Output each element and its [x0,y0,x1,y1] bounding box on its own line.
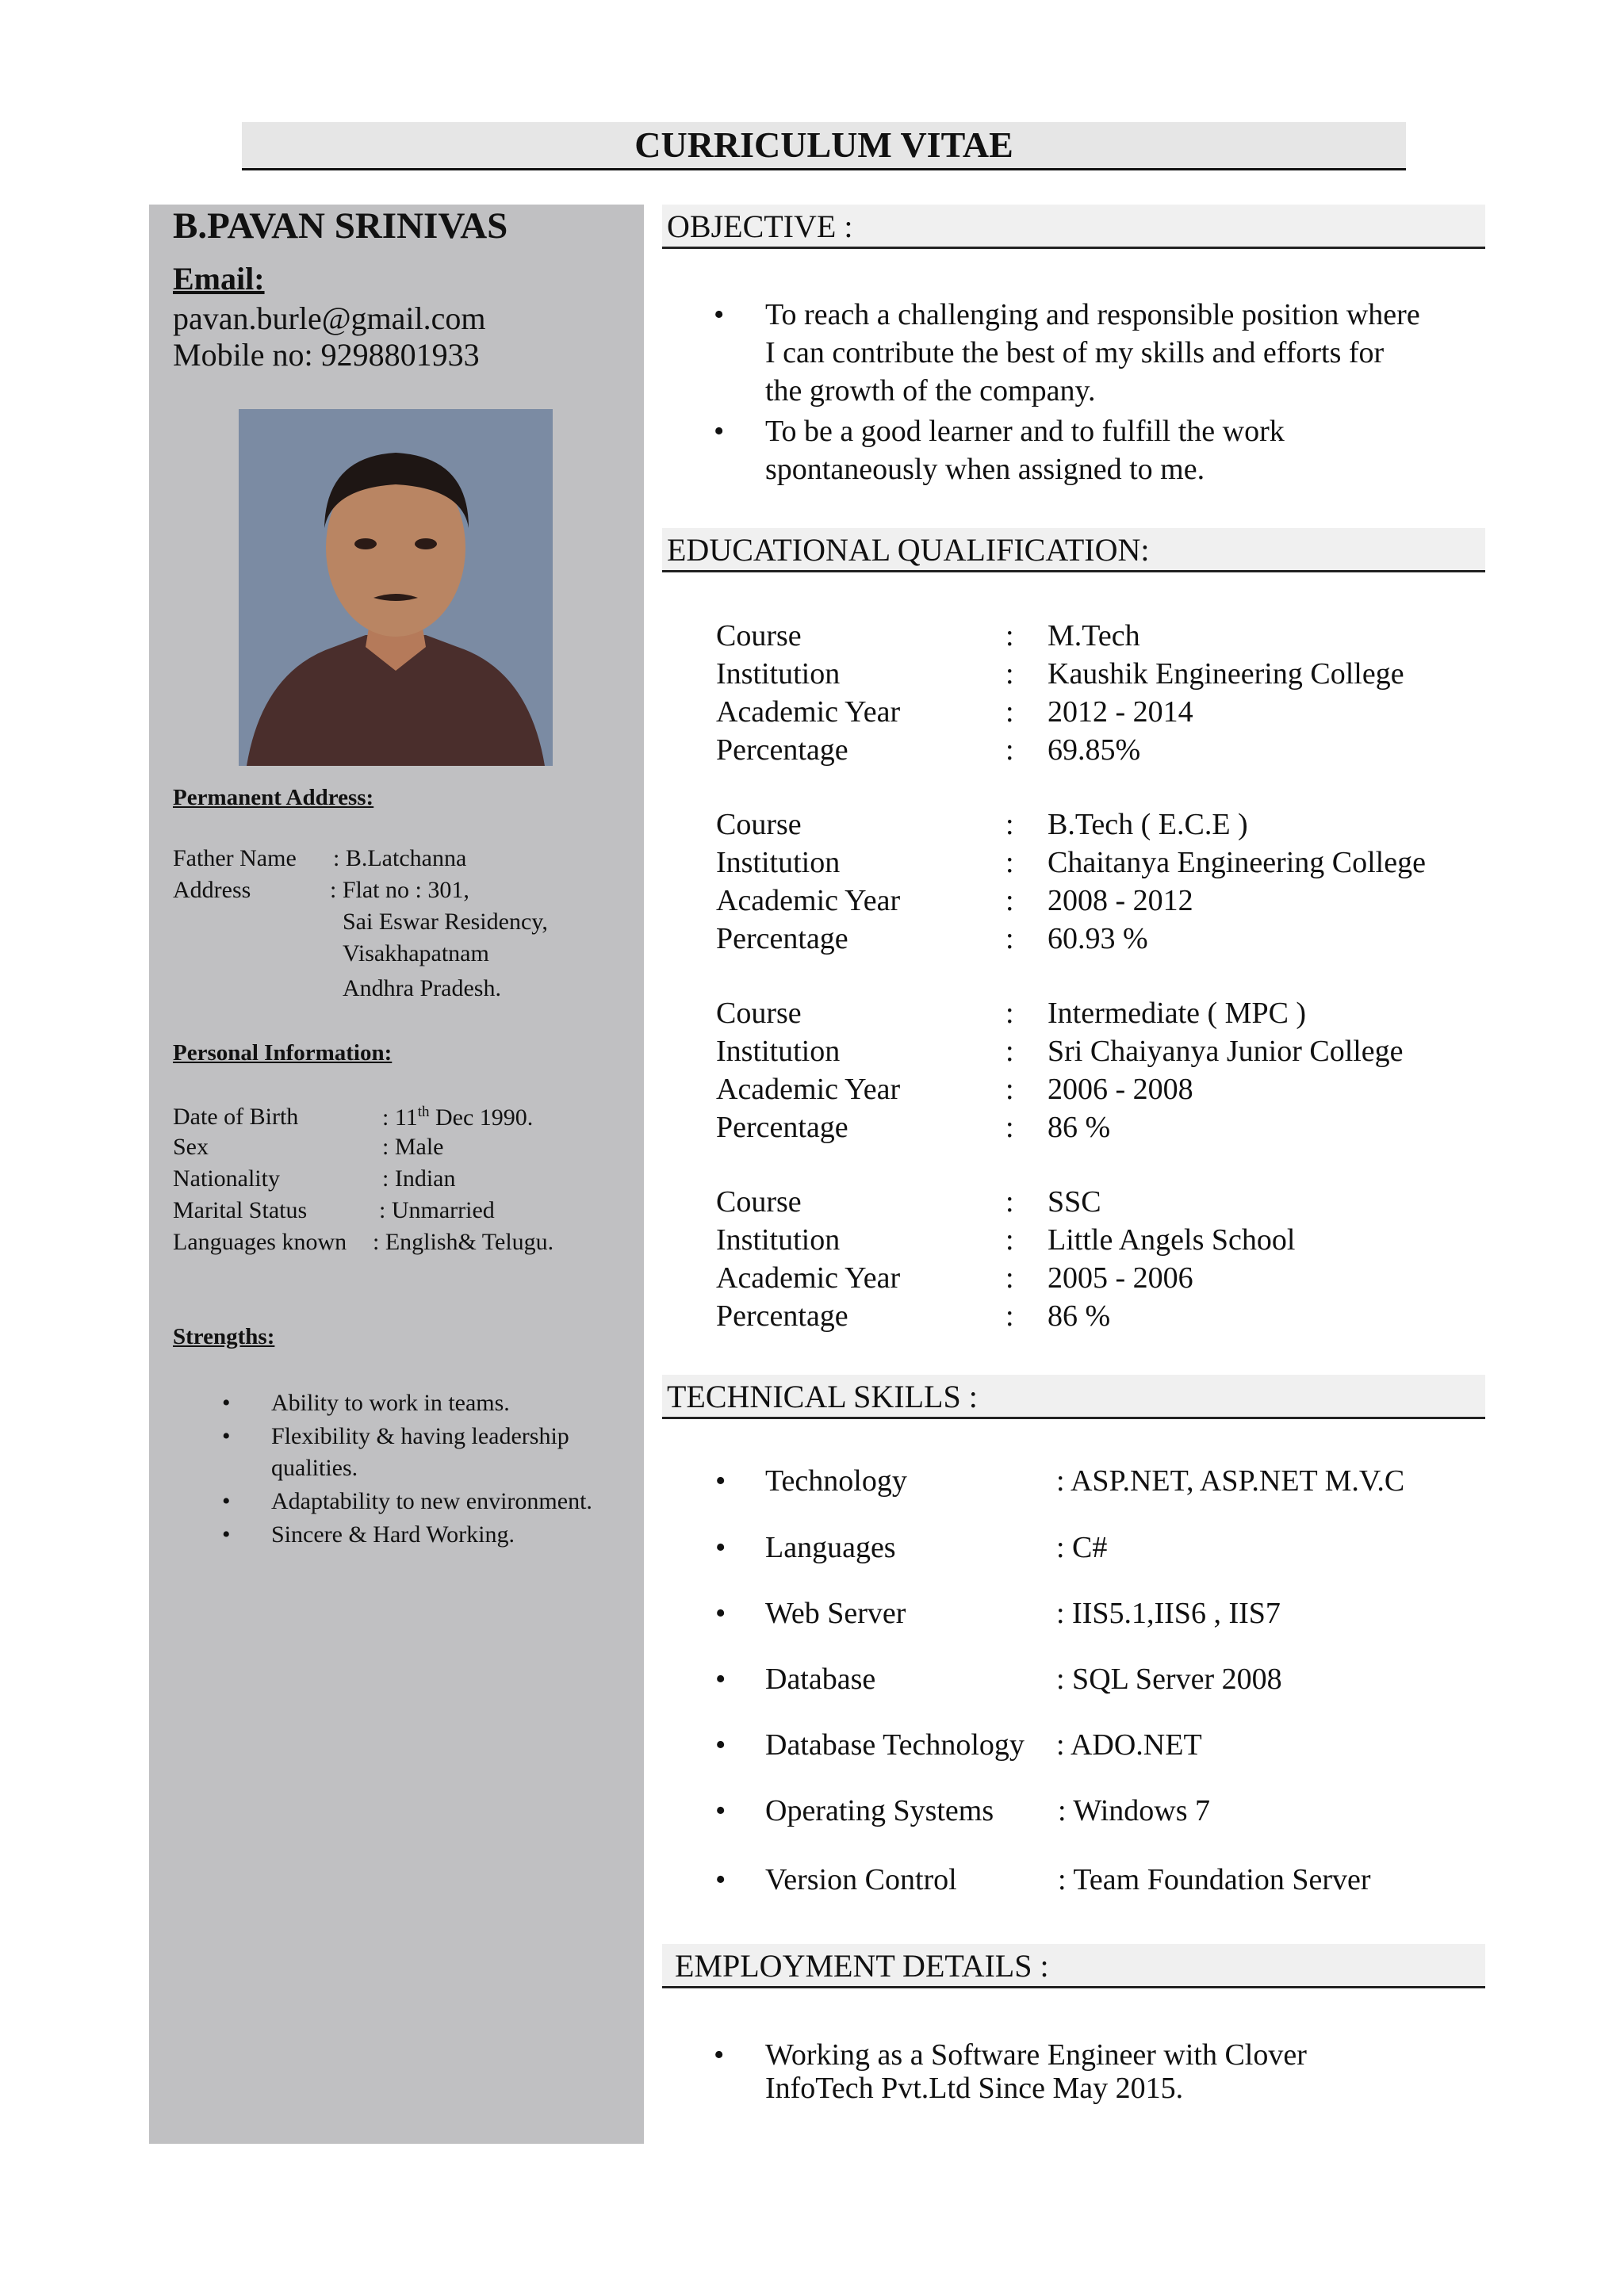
nationality-value: : Indian [382,1165,456,1192]
email-label: Email: [173,261,265,297]
list-item: • Sincere & Hard Working. [222,1519,619,1551]
education-entry: Course : B.Tech ( E.C.E ) Institution : Chaitanya Engineering College Academic Year : 2008 - 2012 Percentage : 60.93 % [716,808,1426,955]
marital-status-value: : Unmarried [379,1197,495,1223]
father-name-label: Father Name [173,845,297,871]
address-heading: Permanent Address: [173,785,374,810]
languages-known-label: Languages known [173,1229,347,1255]
bullet-icon: • [714,298,725,331]
list-item: • Flexibility & having leadership qualities. [222,1421,619,1484]
education-entry: Course : M.Tech Institution : Kaushik Engineering College Academic Year : 2012 - 2014 Percentage : 69.85% [716,619,1404,767]
document-title: CURRICULUM VITAE [242,122,1406,170]
profile-photo [239,409,553,766]
address-line: Andhra Pradesh. [343,975,501,1001]
person-portrait-image [239,409,553,766]
marital-status-label: Marital Status [173,1197,308,1223]
address-label: Address [173,877,251,903]
languages-known-value: : English& Telugu. [373,1229,554,1255]
mobile-value: Mobile no: 9298801933 [173,337,480,373]
education-entry: Course : Intermediate ( MPC ) Institution : Sri Chaiyanya Junior College Academic Year : 2006 - 2008 Percentage : 86 % [716,997,1404,1144]
bullet-icon: • [714,415,725,448]
sex-label: Sex [173,1134,209,1160]
education-entry: Course : SSC Institution : Little Angels School Academic Year : 2005 - 2006 Percentage : 86 % [716,1185,1296,1333]
objective-line: To be a good learner and to fulfill the work [765,415,1285,448]
address-line: Visakhapatnam [343,940,489,966]
strengths-heading: Strengths: [173,1324,275,1349]
objective-heading: OBJECTIVE : [662,205,1485,249]
sex-value: : Male [382,1134,444,1160]
employment-line: Working as a Software Engineer with Clover [765,2038,1307,2072]
sidebar [149,205,644,2144]
objective-line: I can contribute the best of my skills and efforts for [765,336,1385,369]
list-item: • Ability to work in teams. [222,1387,619,1419]
dob-value: : 11th Dec 1990. [382,1104,534,1131]
address-line: Sai Eswar Residency, [343,909,548,935]
objective-line: spontaneously when assigned to me. [765,453,1205,486]
father-name-value: : B.Latchanna [333,845,467,871]
list-item: • Adaptability to new environment. [222,1486,619,1517]
personal-info-heading: Personal Information: [173,1040,393,1066]
objective-line: the growth of the company. [765,374,1096,408]
address-line: : Flat no : 301, [330,877,469,903]
strengths-list [222,1387,619,1552]
technical-skills-heading: TECHNICAL SKILLS : [662,1375,1485,1419]
employment-heading: EMPLOYMENT DETAILS : [662,1944,1485,1988]
objective-line: To reach a challenging and responsible position where [765,298,1420,331]
candidate-name: B.PAVAN SRINIVAS [173,205,508,247]
employment-line: InfoTech Pvt.Ltd Since May 2015. [765,2072,1184,2105]
dob-label: Date of Birth [173,1104,299,1130]
email-value: pavan.burle@gmail.com [173,300,486,336]
education-heading: EDUCATIONAL QUALIFICATION: [662,528,1485,572]
bullet-icon: • [714,2038,725,2072]
nationality-label: Nationality [173,1165,280,1192]
